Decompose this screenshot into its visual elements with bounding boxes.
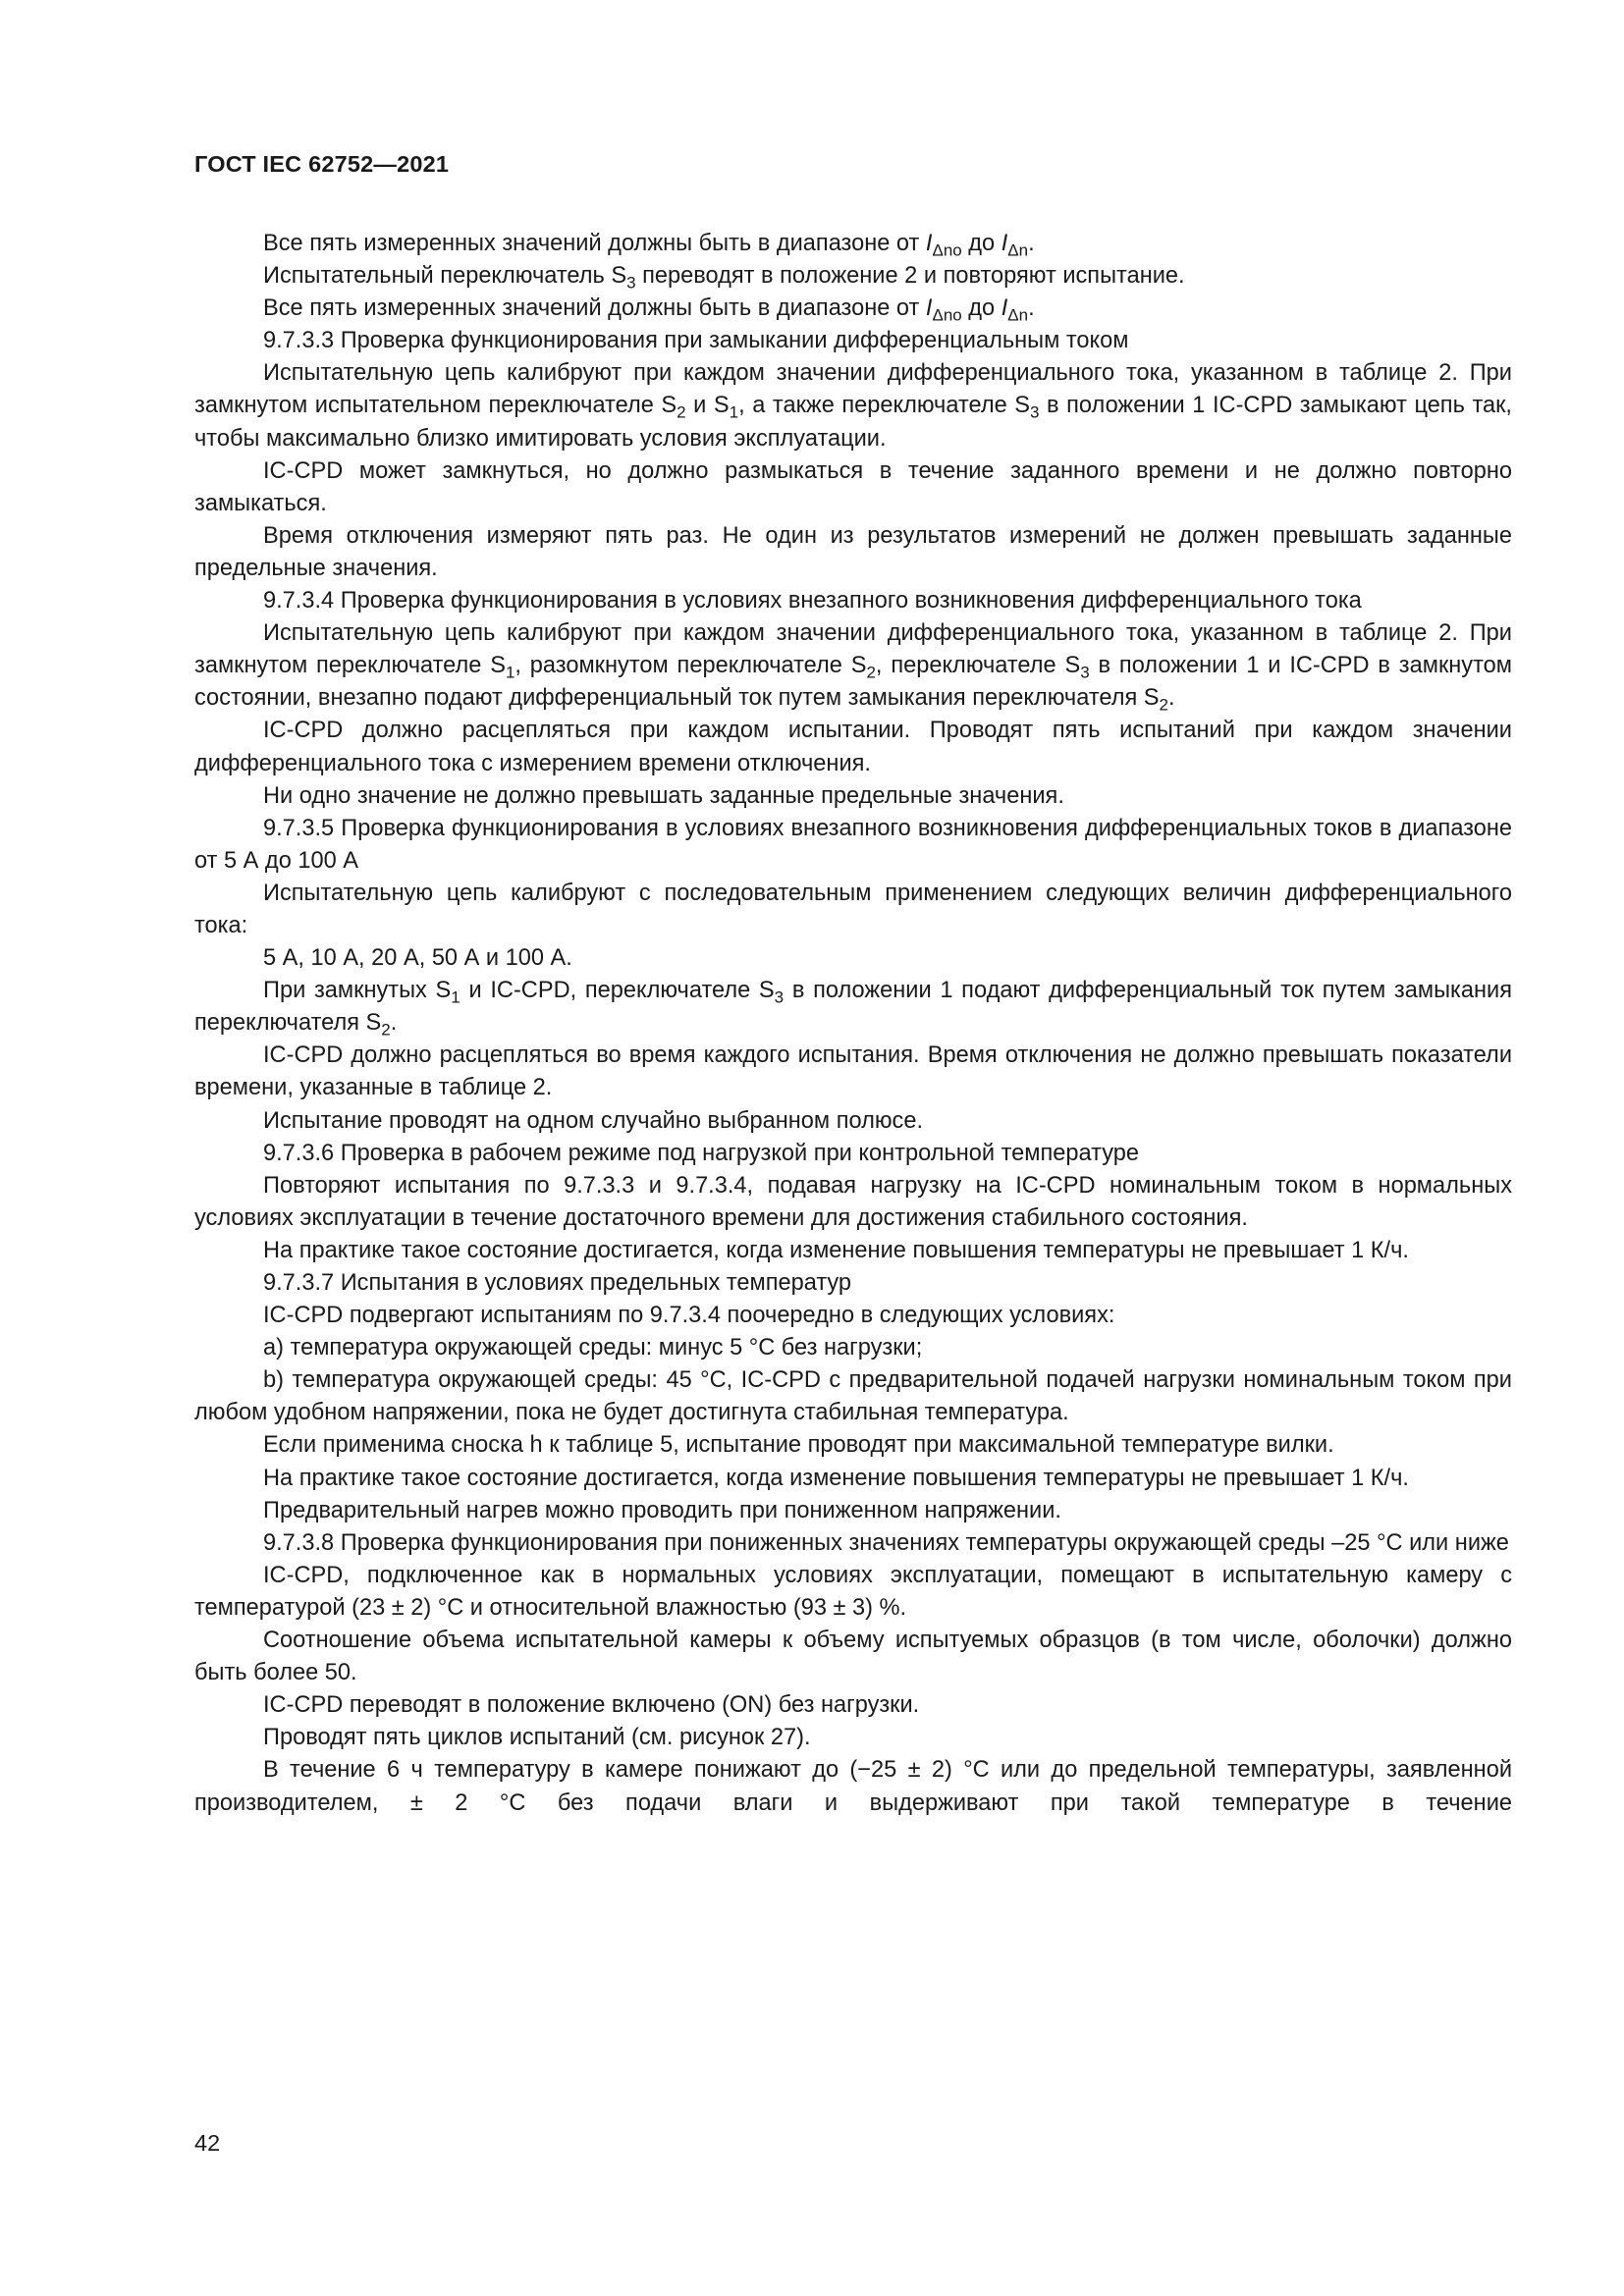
- subscript-text: 3: [774, 988, 785, 1007]
- paragraph: [194, 617, 1512, 715]
- subscript-text: Δno: [932, 240, 962, 260]
- subscript-text: 3: [626, 273, 636, 293]
- paragraph-text: до: [961, 295, 1001, 322]
- paragraph-text: Испытательную цепь калибруют с последовательным применением следующих величин дифференциального тока:: [194, 880, 1512, 938]
- page-number: 42: [194, 2130, 221, 2156]
- paragraph-text: Соотношение объема испытательной камеры к объему испытуемых образцов (в том числе, оболочки) должно быть более 50.: [194, 1628, 1512, 1686]
- paragraph-text: .: [390, 1010, 398, 1037]
- paragraph: [194, 293, 1512, 325]
- paragraph-text: и S: [685, 393, 730, 419]
- paragraph-text: IC-CPD переводят в положение включено (ON) без нагрузки.: [263, 1692, 920, 1719]
- paragraph-text: Время отключения измеряют пять раз. Не один из результатов измерений не должен превышать заданные предельные значения.: [194, 522, 1512, 581]
- paragraph: [194, 942, 1512, 975]
- paragraph: [194, 1527, 1512, 1560]
- paragraph-text: и IC-CPD, переключателе S: [460, 978, 775, 1004]
- paragraph: [194, 1689, 1512, 1722]
- paragraph-text: переводят в положение 2 и повторяют испытание.: [635, 263, 1185, 290]
- paragraph: [194, 357, 1512, 454]
- document-header: ГОСТ IEC 62752—2021: [194, 151, 450, 177]
- paragraph: [194, 325, 1512, 357]
- subscript-text: Δno: [932, 305, 962, 325]
- paragraph-text: 9.7.3.4 Проверка функционирования в условиях внезапного возникновения дифференциального тока: [263, 588, 1362, 614]
- paragraph: [194, 1138, 1512, 1170]
- paragraph-text: I: [925, 231, 933, 256]
- paragraph-text: .: [1028, 295, 1035, 322]
- paragraph-text: , переключателе S: [875, 653, 1081, 679]
- subscript-text: 2: [866, 663, 876, 682]
- subscript-text: Δn: [1007, 240, 1029, 260]
- paragraph: [194, 260, 1512, 293]
- paragraph: [194, 520, 1512, 585]
- paragraph: [194, 1625, 1512, 1689]
- paragraph-text: Ни одно значение не должно превышать заданные предельные значения.: [263, 782, 1064, 809]
- paragraph: [194, 715, 1512, 779]
- paragraph-text: При замкнутых S: [263, 978, 452, 1004]
- paragraph-text: Испытательный переключатель S: [263, 263, 627, 290]
- paragraph-text: 9.7.3.5 Проверка функционирования в условиях внезапного возникновения дифференциальных токов в диапазоне от 5 А до 100 А: [194, 815, 1512, 874]
- paragraph-text: , разомкнутом переключателе S: [514, 653, 867, 679]
- paragraph-text: Предварительный нагрев можно проводить при пониженном напряжении.: [263, 1497, 1061, 1523]
- paragraph-text: в положении 1 IC-CPD замыкают цепь так, чтобы максимально близко имитировать условия эксплуатации.: [194, 393, 1512, 452]
- paragraph: [194, 1170, 1512, 1235]
- paragraph: [194, 1040, 1512, 1104]
- paragraph-text: IC-CPD должно расцепляться при каждом испытании. Проводят пять испытаний при каждом значении дифференциального тока с измерением времени отключения.: [194, 718, 1512, 776]
- paragraph-text: до: [961, 231, 1001, 256]
- subscript-text: 3: [1080, 663, 1090, 682]
- paragraph-text: IC-CPD должно расцепляться во время каждого испытания. Время отключения не должно превышать показатели времени, указанные в таблице 2.: [194, 1042, 1512, 1101]
- paragraph-text: I: [925, 295, 933, 322]
- subscript-text: Δn: [1007, 305, 1029, 325]
- paragraph: [194, 1495, 1512, 1527]
- paragraph-text: 9.7.3.6 Проверка в рабочем режиме под нагрузкой при контрольной температуре: [263, 1140, 1139, 1166]
- paragraph-text: в положении 1 и IC-CPD в замкнутом состоянии, внезапно подают дифференциальный ток путем замыкания переключателя S: [194, 653, 1512, 712]
- paragraph-text: 9.7.3.8 Проверка функционирования при пониженных значениях температуры окружающей среды –25 °С или ниже: [263, 1529, 1509, 1556]
- paragraph-text: Если применима сноска h к таблице 5, испытание проводят при максимальной температуре вилки.: [263, 1432, 1334, 1459]
- subscript-text: 1: [451, 988, 460, 1007]
- subscript-text: 1: [505, 663, 515, 682]
- paragraph: [194, 1754, 1512, 1819]
- paragraph-text: 9.7.3.7 Испытания в условиях предельных температур: [263, 1270, 852, 1296]
- paragraph-text: Испытательную цепь калибруют при каждом значении дифференциального тока, указанном в таблице 2. При замкнутом переключателе S: [194, 620, 1512, 679]
- paragraph-text: Все пять измеренных значений должны быть в диапазоне от: [263, 231, 926, 256]
- paragraph: [194, 878, 1512, 942]
- paragraph: [194, 1332, 1512, 1364]
- paragraph-text: На практике такое состояние достигается, когда изменение повышения температуры не превышает 1 К/ч.: [263, 1465, 1409, 1491]
- paragraph-text: IC-CPD может замкнуться, но должно размыкаться в течение заданного времени и не должно повторно замыкаться.: [194, 457, 1512, 516]
- paragraph: [194, 1429, 1512, 1462]
- paragraph-text: Испытание проводят на одном случайно выбранном полюсе.: [263, 1107, 924, 1134]
- paragraph: [194, 1300, 1512, 1332]
- paragraph-text: I: [1001, 231, 1008, 256]
- paragraph-text: a) температура окружающей среды: минус 5 °С без нагрузки;: [263, 1335, 923, 1362]
- subscript-text: 2: [381, 1020, 391, 1040]
- paragraph: [194, 1463, 1512, 1495]
- paragraph: [194, 1105, 1512, 1138]
- paragraph-text: В течение 6 ч температуру в камере понижают до (−25 ± 2) °С или до предельной температуры, заявленной производителем, ± 2 °С без подачи влаги и выдерживают при такой температуре в течение: [194, 1757, 1512, 1816]
- paragraph-text: IC-CPD подвергают испытаниям по 9.7.3.4 поочередно в следующих условиях:: [263, 1303, 1115, 1329]
- subscript-text: 3: [1030, 402, 1040, 422]
- paragraph: [194, 1364, 1512, 1429]
- paragraph: [194, 1560, 1512, 1625]
- paragraph-text: Повторяют испытания по 9.7.3.3 и 9.7.3.4, подавая нагрузку на IC-CPD номинальным током в нормальных условиях эксплуатации в течение достаточного времени для достижения стабильного состояния.: [194, 1172, 1512, 1231]
- subscript-text: 2: [677, 402, 686, 422]
- paragraph-text: I: [1001, 295, 1008, 322]
- paragraph-text: .: [1167, 685, 1175, 712]
- paragraph-text: b) температура окружающей среды: 45 °С, IC-CPD с предварительной подачей нагрузки номинальным током при любом удобном напряжении, пока не будет достигнута стабильная температура.: [194, 1367, 1512, 1426]
- paragraph: [194, 1235, 1512, 1267]
- document-body: [194, 228, 1512, 1820]
- paragraph: [194, 813, 1512, 878]
- paragraph-text: , а также переключателе S: [738, 393, 1031, 419]
- subscript-text: 2: [1159, 695, 1168, 715]
- subscript-text: 1: [729, 402, 739, 422]
- paragraph-text: .: [1028, 231, 1035, 256]
- paragraph-text: IC-CPD, подключенное как в нормальных условиях эксплуатации, помещают в испытательную камеру с температурой (23 ± 2) °С и относительной влажностью (93 ± 3) %.: [194, 1562, 1512, 1621]
- paragraph: [194, 1722, 1512, 1754]
- paragraph-text: в положении 1 подают дифференциальный ток путем замыкания переключателя S: [194, 978, 1512, 1037]
- paragraph-text: Проводят пять циклов испытаний (см. рисунок 27).: [263, 1725, 811, 1751]
- paragraph-text: На практике такое состояние достигается, когда изменение повышения температуры не превышает 1 К/ч.: [263, 1237, 1409, 1263]
- paragraph-text: 5 А, 10 А, 20 А, 50 А и 100 А.: [263, 945, 572, 972]
- paragraph: [194, 585, 1512, 617]
- paragraph-text: Все пять измеренных значений должны быть в диапазоне от: [263, 295, 926, 322]
- paragraph: [194, 1267, 1512, 1300]
- paragraph: [194, 780, 1512, 813]
- paragraph-text: Испытательную цепь калибруют при каждом значении дифференциального тока, указанном в таблице 2. При замкнутом испытательном переключателе S: [194, 360, 1512, 419]
- paragraph: [194, 455, 1512, 520]
- paragraph: [194, 975, 1512, 1040]
- paragraph: [194, 228, 1512, 260]
- paragraph-text: 9.7.3.3 Проверка функционирования при замыкании дифференциальным током: [263, 328, 1129, 354]
